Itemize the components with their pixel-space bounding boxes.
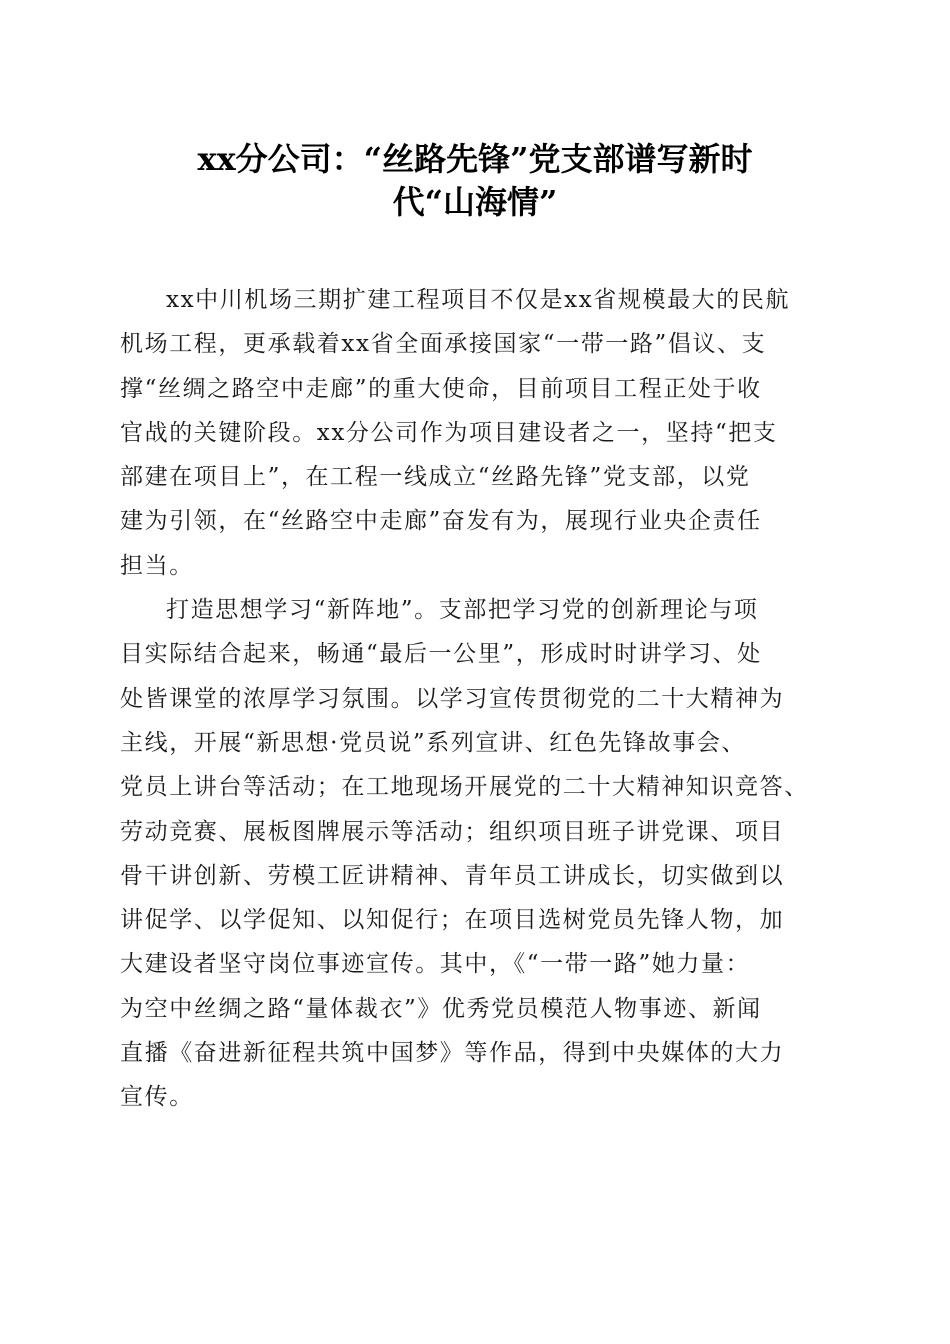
title-line: 代“山海情” (392, 183, 558, 221)
paragraph-line: 宣传。 (120, 1084, 194, 1111)
paragraph-line: 担当。 (120, 552, 194, 579)
paragraph-line: 部建在项目上”，在工程一线成立“丝路先锋”党支部，以党 (120, 464, 751, 491)
paragraph-line: 大建设者坚守岗位事迹宣传。其中，《“一带一路”她力量： (120, 951, 751, 978)
document-body (120, 278, 840, 1120)
paragraph-line: 撑“丝绸之路空中走廊”的重大使命，目前项目工程正处于收 (120, 375, 762, 402)
paragraph-line: 目实际结合起来，畅通“最后一公里”，形成时时讲学习、处 (120, 641, 762, 668)
paragraph-line: 打造思想学习“新阵地”。支部把学习党的创新理论与项 (166, 597, 759, 624)
paragraph-line: xx中川机场三期扩建工程项目不仅是xx省规模最大的民航 (166, 287, 791, 313)
paragraph-line: 劳动竞赛、展板图牌展示等活动；组织项目班子讲党课、项目 (120, 818, 785, 845)
paragraph-line: 建为引领，在“丝路空中走廊”奋发有为，展现行业央企责任 (120, 508, 762, 535)
paragraph-line: 党员上讲台等活动；在工地现场开展党的二十大精神知识竞答、 (120, 774, 809, 801)
paragraph-line: 直播《奋进新征程共筑中国梦》等作品，得到中央媒体的大力 (120, 1040, 785, 1067)
paragraph-line: 处皆课堂的浓厚学习氛围。以学习宣传贯彻党的二十大精神为 (120, 685, 785, 712)
paragraph-line: 讲促学、以学促知、以知促行；在项目选树党员先锋人物，加 (120, 907, 785, 934)
paragraph (120, 588, 840, 1120)
paragraph (120, 278, 840, 588)
paragraph-line: 官战的关键阶段。xx分公司作为项目建设者之一，坚持“把支 (120, 419, 778, 446)
title-line: xx分公司：“丝路先锋”党支部谱写新时 (197, 140, 753, 178)
paragraph-line: 为空中丝绸之路“量体裁衣”》优秀党员模范人物事迹、新闻 (120, 995, 762, 1022)
paragraph-line: 骨干讲创新、劳模工匠讲精神、青年员工讲成长，切实做到以 (120, 862, 785, 889)
document-title (140, 138, 810, 224)
paragraph-line: 主线，开展“新思想·党员说”系列宣讲、红色先锋故事会、 (120, 729, 747, 756)
paragraph-line: 机场工程，更承载着xx省全面承接国家“一带一路”倡议、支 (120, 331, 767, 358)
